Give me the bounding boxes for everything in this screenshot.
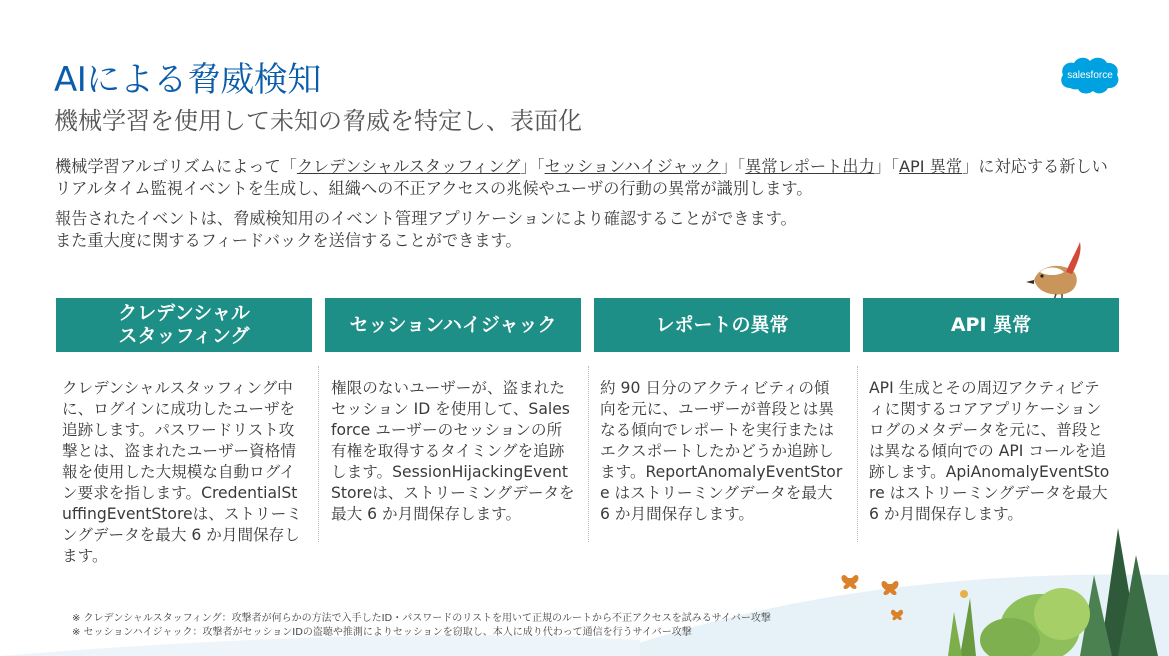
intro-paragraph-1 xyxy=(55,156,1115,200)
link-credential-stuffing[interactable]: クレデンシャルスタッフィング xyxy=(296,157,521,176)
intro-text-part: 」に対応する新しいリアルタイム監視イベントを生成し、組織への不正アクセスの兆候やユーザの行動の異常が識別します。 xyxy=(55,157,1108,198)
logo-text: salesforce xyxy=(1067,69,1113,81)
intro-text-part: 」「 xyxy=(720,157,746,176)
intro-line: また重大度に関するフィードバックを送信することができます。 xyxy=(55,231,522,250)
intro-text-part: 機械学習アルゴリズムによって「 xyxy=(55,157,297,176)
page-subtitle: 機械学習を使用して未知の脅威を特定し、表面化 xyxy=(54,107,582,135)
link-session-hijacking[interactable]: セッションハイジャック xyxy=(544,157,721,176)
intro-line: 報告されたイベントは、脅威検知用のイベント管理アプリケーションにより確認することができます。 xyxy=(55,209,797,228)
link-report-anomaly[interactable]: 異常レポート出力 xyxy=(745,157,875,176)
card-header-session-hijacking: セッションハイジャック xyxy=(325,298,581,352)
card-body-credential-stuffing: クレデンシャルスタッフィング中に、ログインに成功したユーザを追跡します。パスワードリスト攻撃とは、盗まれたユーザー資格情報を使用した大規模な自動ログイン要求を指します。CredentialStuffingEventStoreは、ストリーミングデータを最大 6 か月間保存します。 xyxy=(62,379,302,565)
column-divider xyxy=(318,366,319,542)
column-divider xyxy=(857,366,858,542)
intro-text-part: 」「 xyxy=(874,157,899,176)
card-body-api-anomaly: API 生成とその周辺アクティビティに関するコアアプリケーションログのメタデータを元に、普段とは異なる傾向での API コールを追跡します。ApiAnomalyEventStore はストリーミングデータを最大 6 か月間保存します。 xyxy=(869,379,1110,523)
link-api-anomaly[interactable]: API 異常 xyxy=(898,157,963,176)
page-title: AIによる脅威検知 xyxy=(54,60,321,100)
card-header-api-anomaly: API 異常 xyxy=(863,298,1119,352)
footnote-credential-stuffing: ※ クレデンシャルスタッフィング：攻撃者が何らかの方法で入手したID・パスワードのリストを用いて正規のルートから不正アクセスを試みるサイバー攻撃 xyxy=(72,613,771,624)
salesforce-logo xyxy=(1058,54,1122,96)
footnote-session-hijacking: ※ セッションハイジャック：攻撃者がセッションIDの盗聴や推測によりセッションを窃取し、本人に成り代わって通信を行うサイバー攻撃 xyxy=(72,627,692,638)
card-header-line: スタッフィング xyxy=(118,325,250,347)
card-header-credential-stuffing xyxy=(56,298,312,352)
intro-text xyxy=(55,156,1115,252)
footnotes xyxy=(72,612,771,640)
card-header-line: クレデンシャル xyxy=(118,302,250,324)
card-body-report-anomaly: 約 90 日分のアクティビティの傾向を元に、ユーザーが普段とは異なる傾向でレポートを実行またはエクスポートしたかどうか追跡します。ReportAnomalyEventStore はストリーミングデータを最大 6 か月間保存します。 xyxy=(600,379,843,523)
column-divider xyxy=(588,366,589,542)
intro-paragraph-2 xyxy=(55,208,1115,252)
card-header-report-anomaly: レポートの異常 xyxy=(594,298,850,352)
card-body-session-hijacking: 権限のないユーザーが、盗まれたセッション ID を使用して、Salesforce ユーザーのセッションの所有権を取得するタイミングを追跡します。SessionHijackingEventStoreは、ストリーミングデータを最大 6 か月間保存します。 xyxy=(331,379,575,523)
intro-text-part: 」「 xyxy=(520,157,545,176)
